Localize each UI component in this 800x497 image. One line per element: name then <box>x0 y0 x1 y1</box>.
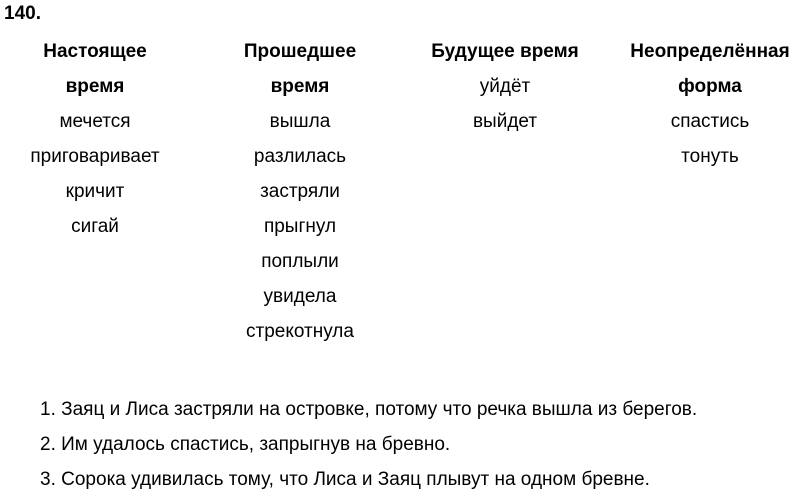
column-heading: форма <box>678 76 742 97</box>
column-heading: Настоящее <box>43 41 147 62</box>
sentence-number: 2. <box>40 434 56 455</box>
verb-word: поплыли <box>261 251 339 272</box>
verb-word: кричит <box>65 181 125 202</box>
column-heading: Неопределённая <box>630 41 790 62</box>
sentence-number: 1. <box>40 399 56 420</box>
verb-word: увидела <box>263 286 337 307</box>
verb-word: застряли <box>260 181 340 202</box>
column-present-tense <box>0 34 190 244</box>
sentence-item <box>40 392 697 427</box>
verb-word: приговаривает <box>30 146 160 167</box>
exercise-number: 140. <box>4 3 41 24</box>
column-heading: время <box>270 76 330 97</box>
verb-word: сигай <box>71 216 119 237</box>
verb-word: уйдёт <box>479 76 531 97</box>
column-heading: Прошедшее <box>243 41 357 62</box>
column-heading: Будущее время <box>431 41 579 62</box>
sentence-number: 3. <box>40 469 56 490</box>
verb-word: тонуть <box>681 146 739 167</box>
sentence-text: Им удалось спастись, запрыгнув на бревно. <box>61 434 451 455</box>
verb-word: прыгнул <box>263 216 337 237</box>
verb-word: стрекотнула <box>246 321 354 342</box>
verb-word: мечется <box>59 111 131 132</box>
verb-word: выйдет <box>472 111 538 132</box>
column-past-tense <box>205 34 395 349</box>
sentence-item <box>40 427 697 462</box>
sentence-item <box>40 462 697 497</box>
verb-word: разлилась <box>253 146 347 167</box>
sentence-list <box>40 392 697 497</box>
column-infinitive <box>615 34 800 174</box>
sentence-text: Заяц и Лиса застряли на островке, потому что речка вышла из берегов. <box>61 399 698 420</box>
column-heading: время <box>65 76 125 97</box>
column-future-tense <box>410 34 600 139</box>
verb-word: вышла <box>269 111 331 132</box>
sentence-text: Сорока удивилась тому, что Лиса и Заяц плывут на одном бревне. <box>61 469 650 490</box>
verb-word: спастись <box>670 111 750 132</box>
